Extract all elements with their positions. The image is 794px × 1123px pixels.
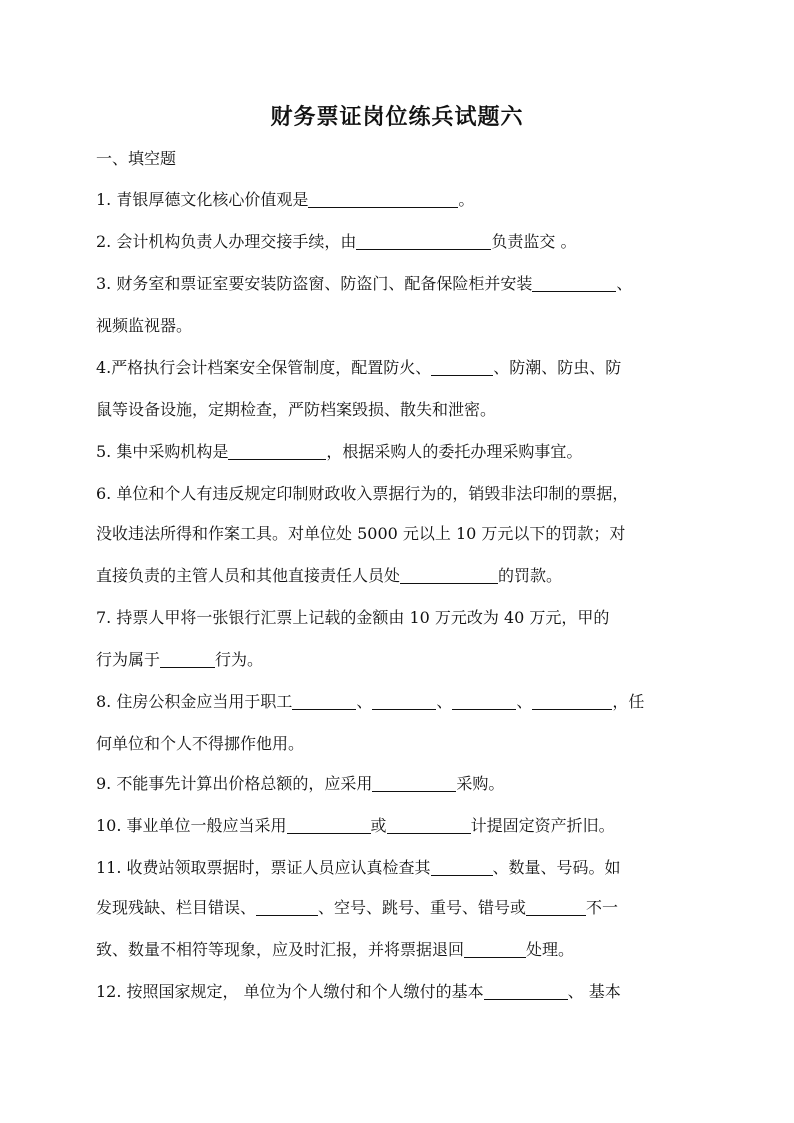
answer-blank[interactable]: [308, 189, 458, 208]
answer-blank[interactable]: [400, 565, 498, 584]
question-9: 9. 不能事先计算出价格总额的，应采用 采购。: [96, 774, 505, 793]
answer-blank[interactable]: [256, 897, 318, 916]
question-3: 3. 财务室和票证室要安装防盗窗、防盗门、配备保险柜并安装 、: [96, 274, 633, 293]
question-10: 10. 事业单位一般应当采用 或 计提固定资产折旧。: [96, 816, 615, 835]
question-4: 4.严格执行会计档案安全保管制度，配置防火、 、防潮、防虫、防: [96, 358, 622, 377]
answer-blank[interactable]: [526, 897, 586, 916]
answer-blank[interactable]: [287, 815, 371, 834]
question-11: 11. 收费站领取票据时，票证人员应认真检查其 、数量、号码。如: [96, 858, 621, 877]
answer-blank[interactable]: [532, 273, 616, 292]
question-12: 12. 按照国家规定， 单位为个人缴付和个人缴付的基本 、 基本: [96, 982, 621, 1001]
answer-blank[interactable]: [372, 691, 436, 710]
question-8-line-2: 何单位和个人不得挪作他用。: [96, 734, 305, 753]
question-11-line-3: 致、数量不相符等现象，应及时汇报，并将票据退回 处理。: [96, 940, 575, 959]
question-6: 6. 单位和个人有违反规定印制财政收入票据行为的，销毁非法印制的票据，: [96, 484, 629, 503]
answer-blank[interactable]: [452, 691, 516, 710]
question-2: 2. 会计机构负责人办理交接手续，由 负责监交 。: [96, 232, 577, 251]
page-title: 财务票证岗位练兵试题六: [270, 104, 524, 130]
question-4-line-2: 鼠等设备设施，定期检查，严防档案毁损、散失和泄密。: [96, 400, 497, 419]
question-6-line-3: 直接负责的主管人员和其他直接责任人员处 的罚款。: [96, 566, 563, 585]
answer-blank[interactable]: [387, 815, 471, 834]
answer-blank[interactable]: [356, 231, 491, 250]
question-3-line-2: 视频监视器。: [96, 316, 193, 335]
answer-blank[interactable]: [228, 441, 326, 460]
answer-blank[interactable]: [160, 649, 215, 668]
answer-blank[interactable]: [464, 939, 526, 958]
question-1: 1. 青银厚德文化核心价值观是 。: [96, 190, 475, 209]
question-8: 8. 住房公积金应当用于职工 、 、 、 ，任: [96, 692, 645, 711]
answer-blank[interactable]: [431, 857, 493, 876]
answer-blank[interactable]: [431, 357, 493, 376]
question-6-line-2: 没收违法所得和作案工具。对单位处 5000 元以上 10 万元以下的罚款；对: [96, 524, 626, 543]
answer-blank[interactable]: [484, 981, 568, 1000]
question-7-line-2: 行为属于 行为。: [96, 650, 264, 669]
answer-blank[interactable]: [292, 691, 356, 710]
question-5: 5. 集中采购机构是 ，根据采购人的委托办理采购事宜。: [96, 442, 583, 461]
question-11-line-2: 发现残缺、栏目错误、 、空号、跳号、重号、错号或 不一: [96, 898, 619, 917]
section-heading: 一、填空题: [96, 149, 177, 168]
answer-blank[interactable]: [372, 773, 456, 792]
question-7: 7. 持票人甲将一张银行汇票上记载的金额由 10 万元改为 40 万元，甲的: [96, 608, 610, 627]
answer-blank[interactable]: [532, 691, 612, 710]
